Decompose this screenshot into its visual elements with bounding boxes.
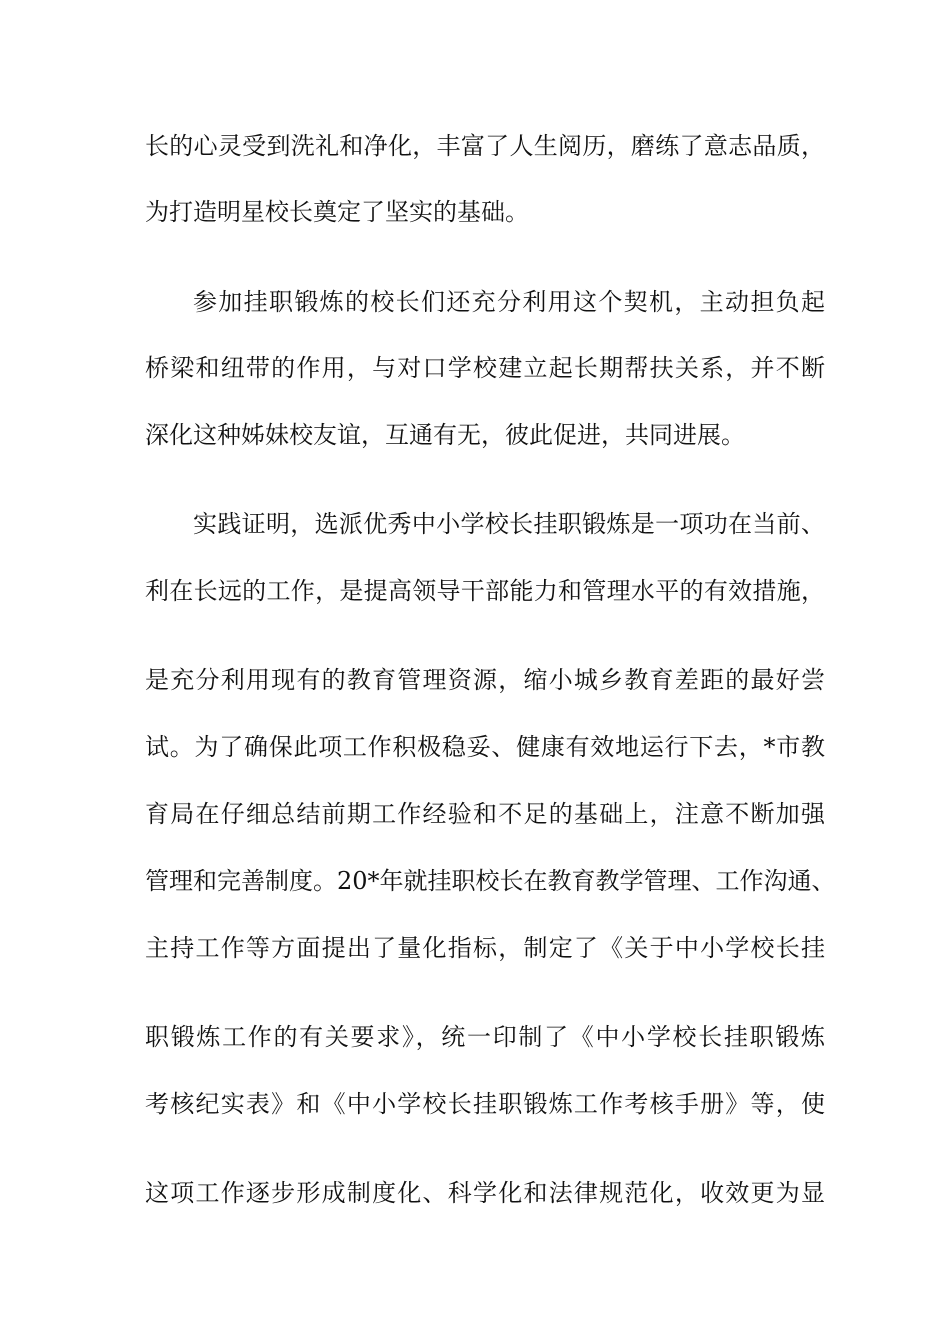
text-line: 利在长远的工作，是提高领导干部能力和管理水平的有效措施， <box>145 577 825 605</box>
text-line: 深化这种姊妹校友谊，互通有无，彼此促进，共同进展。 <box>145 421 745 449</box>
text-line: 桥梁和纽带的作用，与对口学校建立起长期帮扶关系，并不断 <box>145 354 825 382</box>
paragraph-first-line: 参加挂职锻炼的校长们还充分利用这个契机，主动担负起 <box>193 288 825 316</box>
text-line: 考核纪实表》和《中小学校长挂职锻炼工作考核手册》等，使 <box>145 1090 825 1118</box>
text-line: 长的心灵受到洗礼和净化，丰富了人生阅历，磨练了意志品质， <box>145 132 825 160</box>
paragraph-first-line: 实践证明，选派优秀中小学校长挂职锻炼是一项功在当前、 <box>193 510 825 538</box>
text-line: 职锻炼工作的有关要求》，统一印制了《中小学校长挂职锻炼 <box>145 1023 825 1051</box>
text-line: 主持工作等方面提出了量化指标，制定了《关于中小学校长挂 <box>145 934 825 962</box>
text-line: 这项工作逐步形成制度化、科学化和法律规范化，收效更为显 <box>145 1179 825 1207</box>
text-line: 是充分利用现有的教育管理资源，缩小城乡教育差距的最好尝 <box>145 666 825 694</box>
text-line: 管理和完善制度。20*年就挂职校长在教育教学管理、工作沟通、 <box>145 867 836 895</box>
text-line: 育局在仔细总结前期工作经验和不足的基础上，注意不断加强 <box>145 800 825 828</box>
text-line: 试。为了确保此项工作积极稳妥、健康有效地运行下去，*市教 <box>145 733 825 761</box>
text-line: 为打造明星校长奠定了坚实的基础。 <box>145 198 529 226</box>
